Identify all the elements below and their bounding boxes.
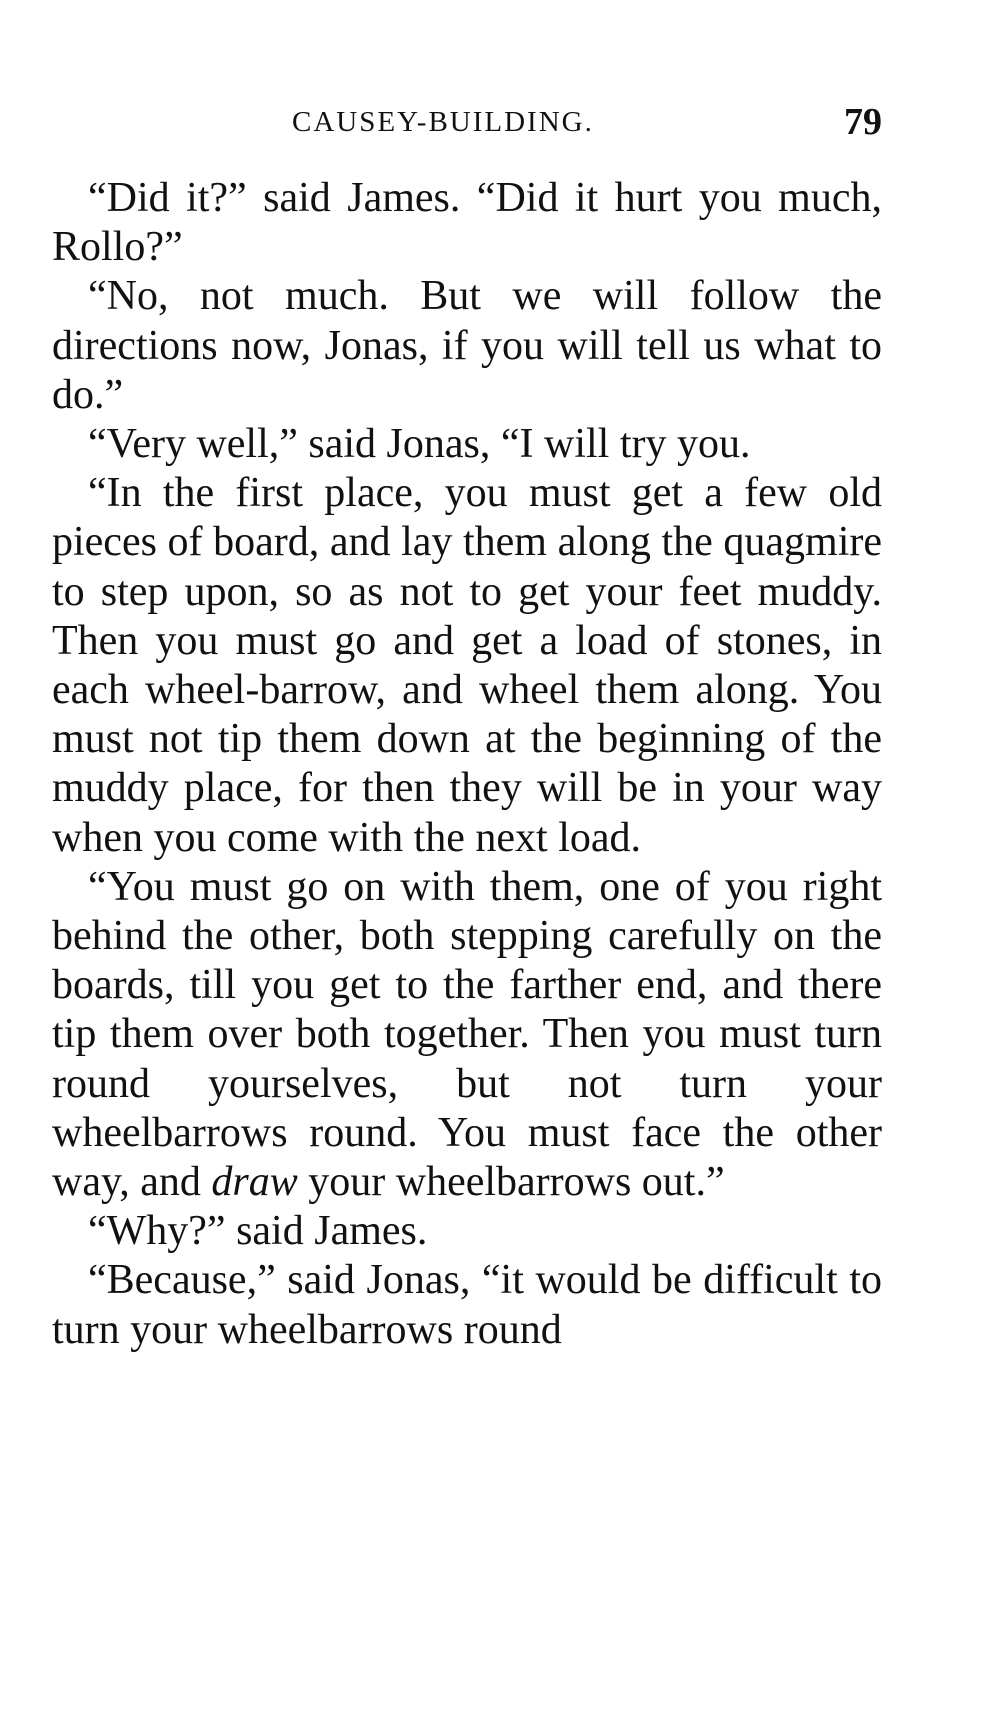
book-page xyxy=(52,96,882,1355)
body-text xyxy=(52,174,882,1355)
paragraph xyxy=(52,863,882,1207)
paragraph: “No, not much. But we will follow the directions now, Jonas, if you will tell us what to do.” xyxy=(52,273,882,418)
running-head-title: CAUSEY-BUILDING. xyxy=(292,106,594,138)
running-head xyxy=(52,96,882,144)
paragraph: “Why?” said James. xyxy=(88,1208,428,1255)
page-number: 79 xyxy=(844,101,882,143)
paragraph: “In the first place, you must get a few old pieces of board, and lay them along the quagmire to step upon, so as not to get your feet muddy. Then you must go and get a load of stones, in each wheel-barrow, and wheel them along. You must not tip them down at the beginning of the muddy place, for then they will be in your way when you come with the next load. xyxy=(52,470,882,861)
paragraph: “Did it?” said James. “Did it hurt you much, Rollo?” xyxy=(52,175,882,271)
emphasized-word: draw xyxy=(211,1159,298,1206)
paragraph-text: your wheelbarrows out.” xyxy=(297,1159,725,1206)
paragraph: “Very well,” said Jonas, “I will try you. xyxy=(88,421,751,468)
paragraph: “Because,” said Jonas, “it would be difficult to turn your wheelbarrows round xyxy=(52,1257,882,1353)
paragraph-text: “You must go on with them, one of you right behind the other, both stepping carefully on the boards, till you get to the farther end, and there tip them over both together. Then you must turn round yourselves, but not turn your wheelbarrows round. You must face the other way, and xyxy=(52,863,882,1206)
